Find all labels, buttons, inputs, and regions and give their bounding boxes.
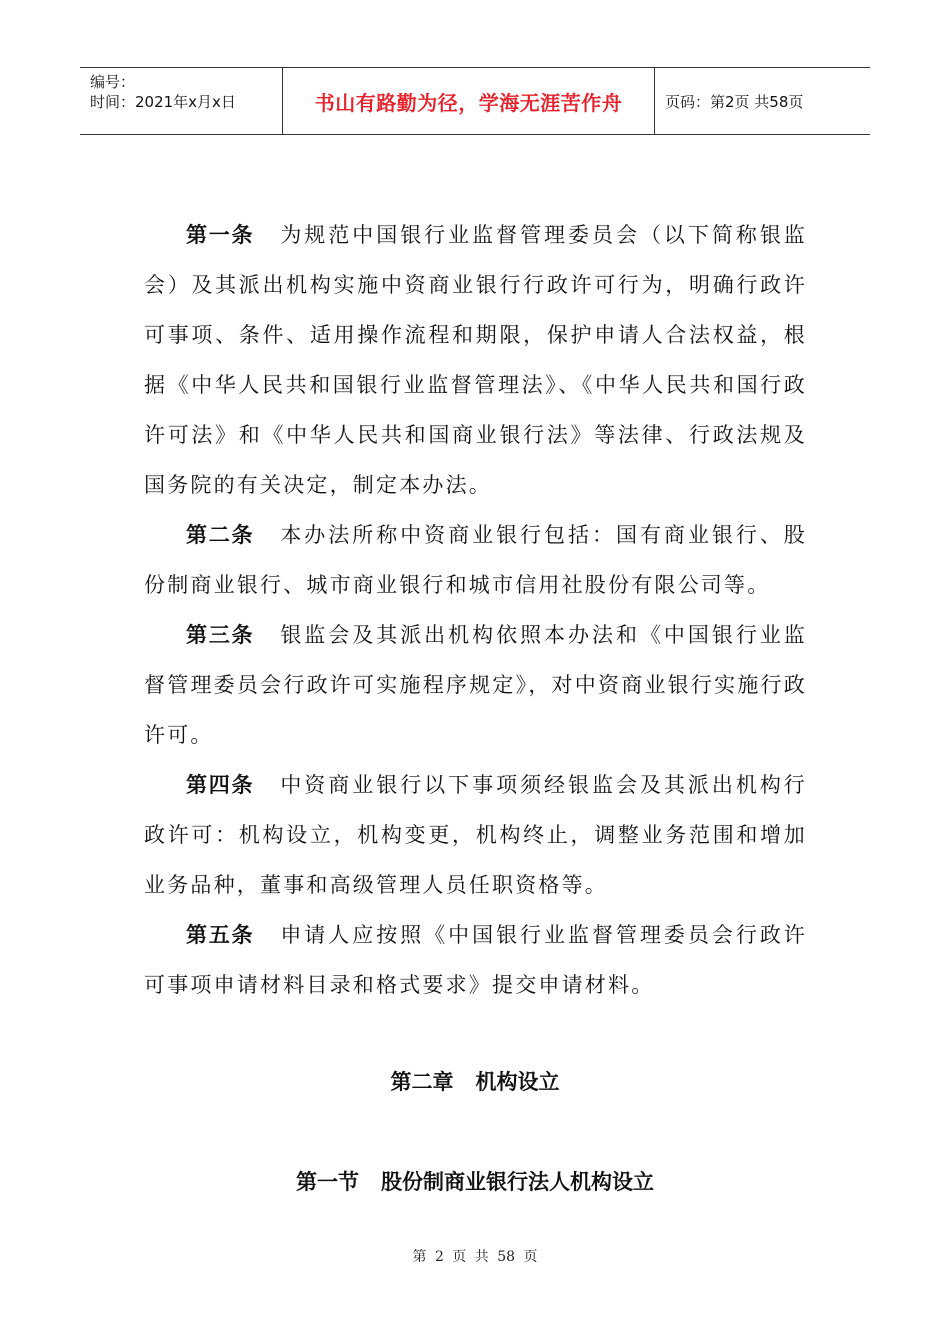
header-motto: 书山有路勤为径，学海无涯苦作舟	[283, 68, 655, 134]
article-2	[144, 510, 807, 610]
document-time-label: 时间：2021年x月x日	[90, 93, 236, 111]
document-body	[144, 210, 807, 1010]
article-text: 申请人应按照《中国银行业监督管理委员会行政许可事项申请材料目录和格式要求》提交申请材料。	[144, 923, 807, 997]
page-footer: 第 2 页 共 58 页	[412, 1249, 538, 1265]
article-text: 为规范中国银行业监督管理委员会（以下简称银监会）及其派出机构实施中资商业银行行政许可行为，明确行政许可事项、条件、适用操作流程和期限，保护申请人合法权益，根据《中华人民共和国银行业监督管理法》、《中华人民共和国行政许可法》和《中华人民共和国商业银行法》等法律、行政法规及国务院的有关决定，制定本办法。	[144, 223, 807, 497]
article-number: 第二条	[186, 523, 255, 547]
article-number: 第一条	[186, 223, 255, 247]
article-4	[144, 760, 807, 910]
chapter-number: 第二章	[390, 1070, 454, 1094]
chapter-heading	[0, 1066, 950, 1096]
section-title: 股份制商业银行法人机构设立	[381, 1170, 654, 1194]
chapter-title: 机构设立	[475, 1070, 560, 1094]
section-heading	[0, 1166, 950, 1196]
page-header	[80, 67, 870, 135]
article-number: 第三条	[186, 623, 255, 647]
article-number: 第五条	[186, 923, 255, 947]
header-meta	[80, 68, 283, 134]
article-text: 本办法所称中资商业银行包括：国有商业银行、股份制商业银行、城市商业银行和城市信用社股份有限公司等。	[144, 523, 807, 597]
article-text: 中资商业银行以下事项须经银监会及其派出机构行政许可：机构设立，机构变更，机构终止，调整业务范围和增加业务品种，董事和高级管理人员任职资格等。	[144, 773, 807, 897]
article-3	[144, 610, 807, 760]
document-number-label: 编号：	[90, 73, 136, 91]
section-number: 第一节	[296, 1170, 359, 1194]
article-1	[144, 210, 807, 510]
header-page-info: 页码：第2页 共58页	[665, 92, 804, 111]
article-number: 第四条	[186, 773, 255, 797]
article-text: 银监会及其派出机构依照本办法和《中国银行业监督管理委员会行政许可实施程序规定》，对中资商业银行实施行政许可。	[144, 623, 807, 747]
article-5	[144, 910, 807, 1010]
